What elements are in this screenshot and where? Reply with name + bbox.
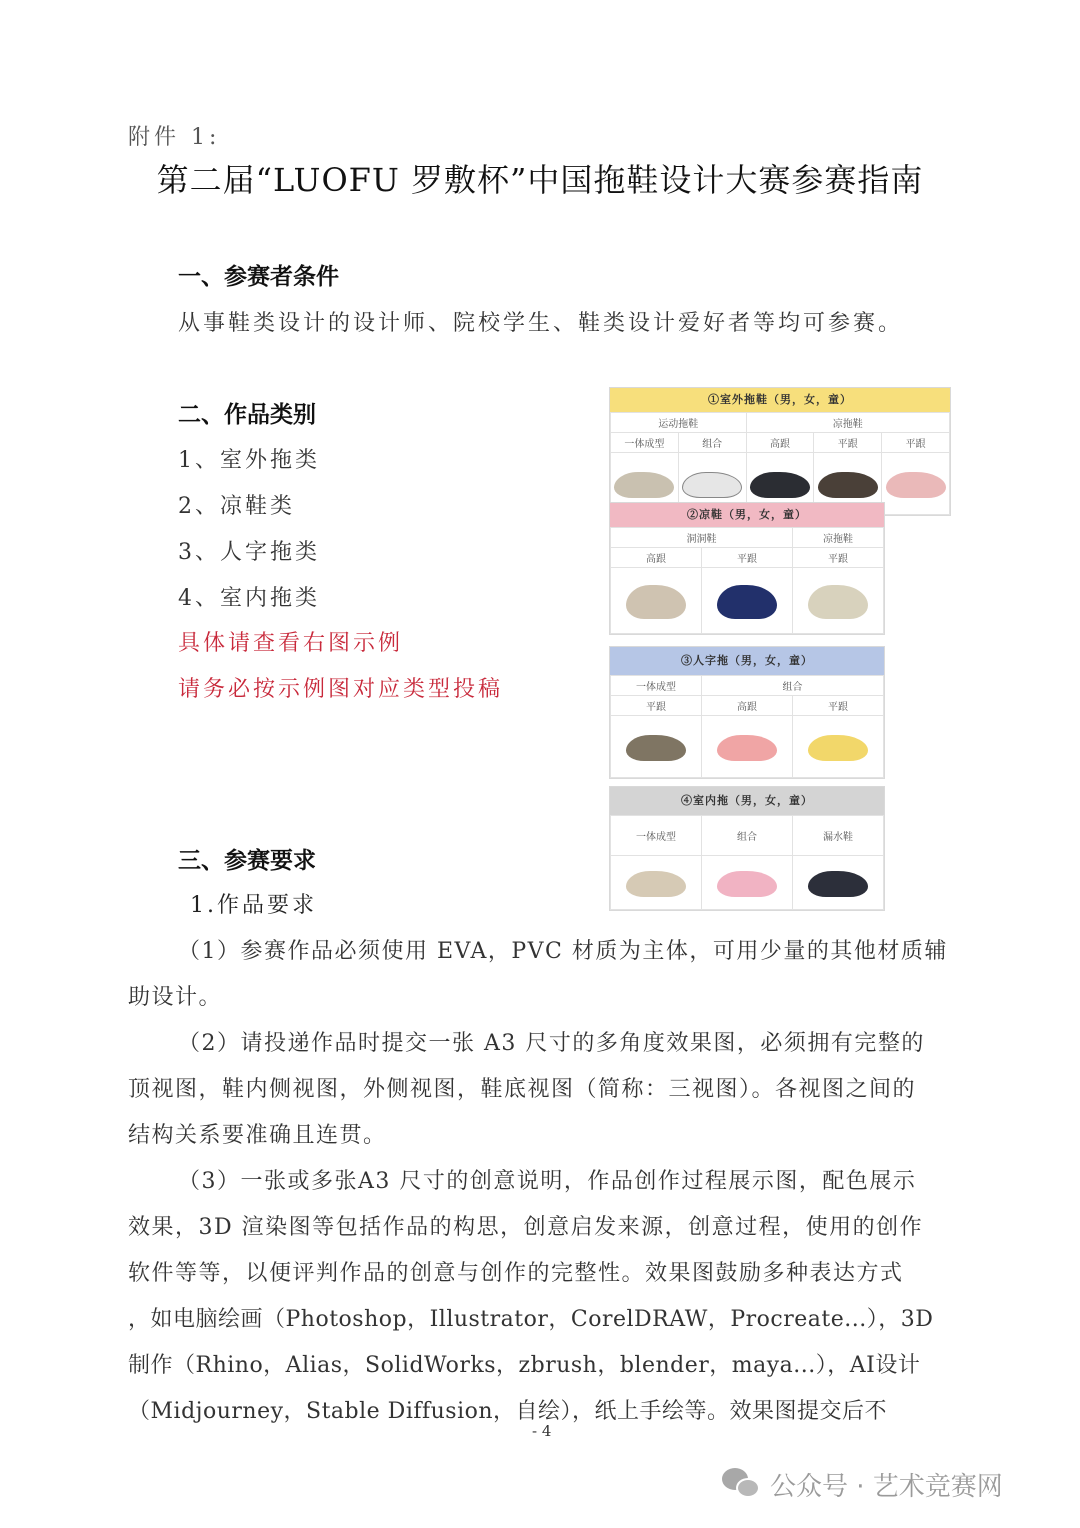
flipflop-image: [626, 735, 686, 761]
sandal-image: [808, 585, 868, 619]
page-number: - 4: [532, 1422, 552, 1440]
watermark-text: 公众号 · 艺术竞赛网: [770, 1472, 1003, 1502]
requirement-line: 顶视图，鞋内侧视图，外侧视图，鞋底视图（简称：三视图）。各视图之间的: [128, 1077, 917, 1102]
slipper-image: [886, 472, 946, 498]
sub-label: 平跟: [611, 696, 702, 716]
section-1-heading: 一、参赛者条件: [178, 264, 339, 290]
clog-image: [626, 585, 686, 619]
requirement-line: 效果，3D 渲染图等包括作品的构思，创意启发来源，创意过程，使用的创作: [128, 1215, 924, 1240]
sub-label: 一体成型: [611, 433, 679, 453]
flipflop-image: [808, 735, 868, 761]
sub-label: 一体成型: [611, 816, 702, 856]
sub-label: 高跟: [746, 433, 814, 453]
sub-label: 平跟: [882, 433, 950, 453]
section-2-heading: 二、作品类别: [178, 402, 316, 428]
sub-label: 高跟: [702, 696, 793, 716]
sub-label: 漏水鞋: [793, 816, 884, 856]
note-see-figure: 具体请查看右图示例: [178, 631, 404, 656]
sub-label: 组合: [678, 433, 746, 453]
wechat-icon: [722, 1468, 762, 1502]
section-3-heading: 三、参赛要求: [178, 848, 316, 874]
category-figure-outdoor: [609, 387, 951, 516]
category-header: ④室内拖（男，女，童）: [610, 787, 884, 815]
group-label: 一体成型: [611, 676, 702, 696]
group-label: 洞洞鞋: [611, 528, 793, 548]
sub-label: 平跟: [702, 548, 793, 568]
requirement-line: （2）请投递作品时提交一张 A3 尺寸的多角度效果图，必须拥有完整的: [178, 1031, 925, 1056]
category-header: ③人字拖（男，女，童）: [610, 647, 884, 675]
sub-label: 高跟: [611, 548, 702, 568]
requirement-line: 结构关系要准确且连贯。: [128, 1123, 387, 1148]
sub-label: 平跟: [814, 433, 882, 453]
requirement-line: （Midjourney，Stable Diffusion，自绘），纸上手绘等。效果图提交后不: [128, 1399, 888, 1424]
category-item-3: 3、人字拖类: [178, 540, 320, 565]
note-submit-by-type: 请务必按示例图对应类型投稿: [178, 677, 504, 702]
category-header: ②凉鞋（男，女，童）: [610, 503, 884, 527]
subsection-work-requirements: 1.作品要求: [190, 893, 317, 918]
category-figure-indoor: [609, 786, 885, 911]
attachment-label: 附件 1:: [128, 125, 221, 150]
slipper-image: [682, 472, 742, 498]
category-header: ①室外拖鞋（男，女，童）: [610, 388, 950, 412]
category-item-4: 4、室内拖类: [178, 586, 320, 611]
clog-image: [717, 585, 777, 619]
group-label: 凉拖鞋: [746, 413, 949, 433]
requirement-line: （3）一张或多张A3 尺寸的创意说明，作品创作过程展示图，配色展示: [178, 1169, 917, 1194]
requirement-line: 软件等等，以便评判作品的创意与创作的完整性。效果图鼓励多种表达方式: [128, 1261, 904, 1286]
sub-label: 平跟: [793, 548, 884, 568]
section-1-text: 从事鞋类设计的设计师、院校学生、鞋类设计爱好者等均可参赛。: [178, 311, 904, 336]
category-figure-sandals: [609, 502, 885, 635]
requirement-line: 制作（Rhino，Alias，SolidWorks，zbrush，blender，maya...），AI设计: [128, 1353, 921, 1378]
slipper-image: [717, 871, 777, 897]
document-title: 第二届“LUOFU 罗敷杯”中国拖鞋设计大赛参赛指南: [156, 161, 924, 199]
slipper-image: [808, 871, 868, 897]
sub-label: 组合: [702, 816, 793, 856]
group-label: 组合: [702, 676, 884, 696]
category-figure-flipflops: [609, 646, 885, 779]
category-item-2: 2、凉鞋类: [178, 494, 295, 519]
slipper-image: [750, 472, 810, 498]
requirement-line: （1）参赛作品必须使用 EVA，PVC 材质为主体，可用少量的其他材质辅: [178, 939, 948, 964]
slipper-image: [626, 871, 686, 897]
category-item-1: 1、室外拖类: [178, 448, 320, 473]
slipper-image: [614, 472, 674, 498]
watermark: [722, 1466, 1003, 1503]
group-label: 凉拖鞋: [793, 528, 884, 548]
flipflop-image: [717, 735, 777, 761]
requirement-line: ，如电脑绘画（Photoshop，Illustrator，CorelDRAW，Procreate...），3D: [128, 1307, 934, 1332]
requirement-line: 助设计。: [128, 985, 223, 1010]
slipper-image: [818, 472, 878, 498]
group-label: 运动拖鞋: [611, 413, 747, 433]
sub-label: 平跟: [793, 696, 884, 716]
